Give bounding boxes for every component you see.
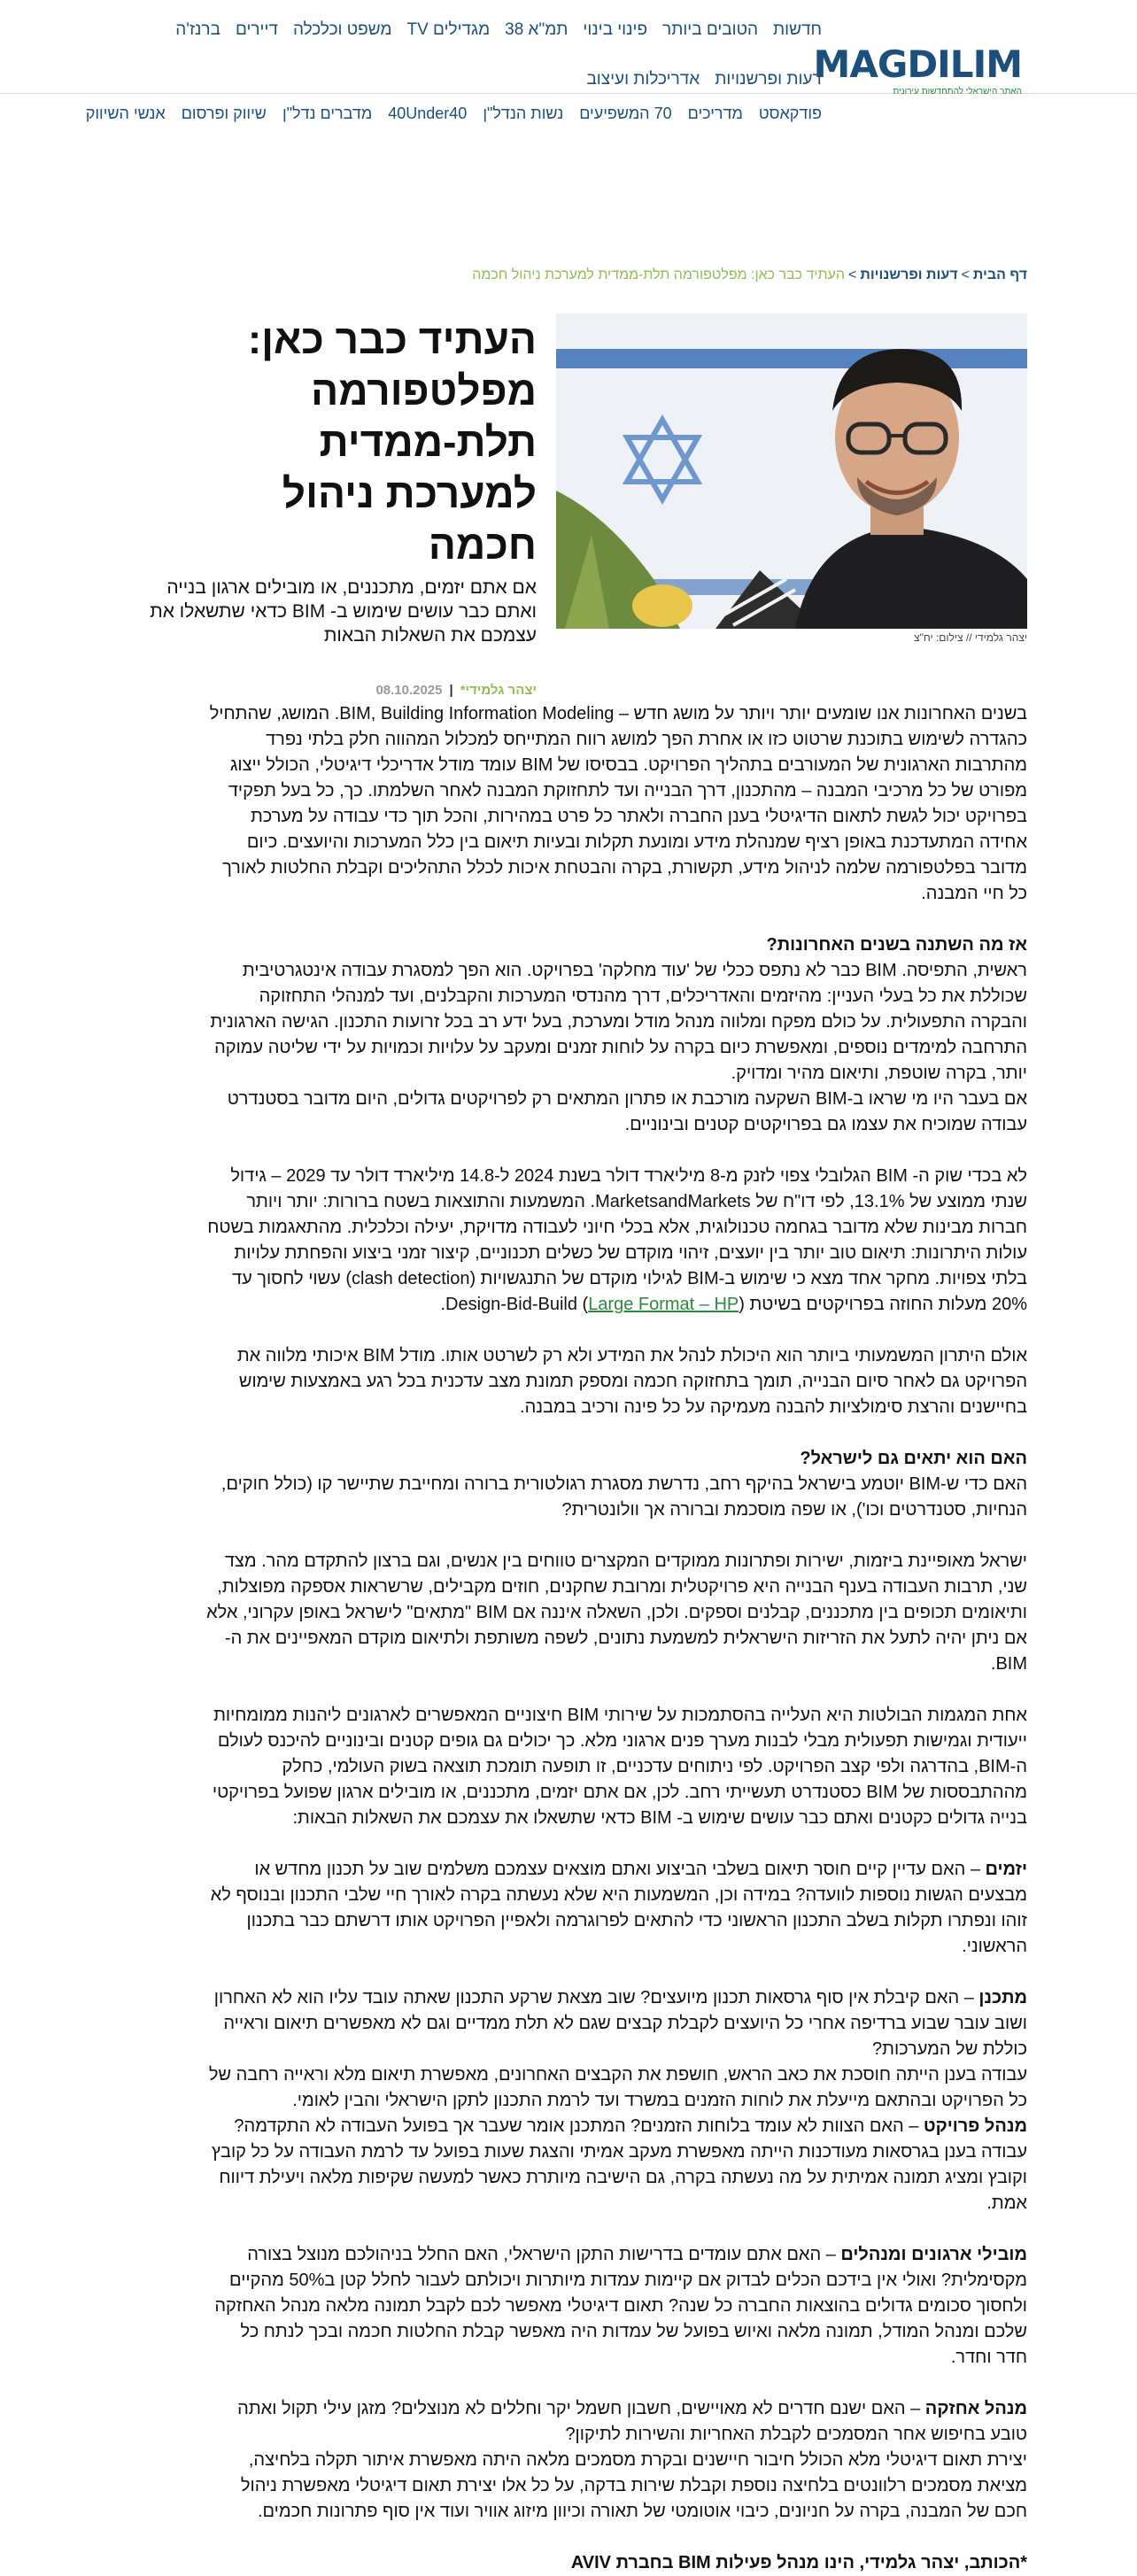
logo-tagline: האתר הישראלי להתחדשות עירונית bbox=[893, 87, 1022, 97]
question-text: – האם עדיין קיים חוסר תיאום בשלבי הביצוע ואתם מוצאים עצמכם משלמים שוב על תכנון מחדש או מבצעים הגשות נוספות לוועדה? במידה וכן, המשמעות היא שלא נעשתה בקרה לאורך חיי שלבי התכנון ובנוסף לא זוהו ונפתרו תקלות בשלב התכנון הראשוני כדי להתאים לפרוגרמה ולאפיין הפרויקט אותו דרשתם כבר בתכנון הראשוני. bbox=[210, 1860, 1027, 1956]
breadcrumb-separator: > bbox=[961, 267, 970, 282]
paragraph-text: לא בכדי שוק ה- BIM הגלובלי צפוי לזנק מ-8 מיליארד דולר בשנת 2024 ל-14.8 מיליארד דולר עד 2029 – גידול שנתי ממוצע של 13.1%, לפי דו"ח של MarketsandMarkets. המשמעות והתוצאות בשטח ברורות: יותר ויותר חברות מבינות שלא מדובר בגחמה טכנולוגית, אלא בכלי חיוני לעבודה מדויקת, יעילה וכלכלית. מהתאגמות בשטח עולות היתרונות: תיאום טוב יותר בין יועצים, זיהוי מוקדם של כשלים תכנוניים, קיצור זמני ביצוע והפחתת עלויות בלתי צפויות. מחקר אחד מצא כי שימוש ב-BIM לגילוי מוקדם של התנגשויות (clash detection) עשוי לחסוך עד 20% מעלות החוזה בפרויקטים בשיטת ( bbox=[207, 1166, 1027, 1314]
question-label: מתכנן bbox=[978, 1988, 1027, 2007]
paragraph: האם כדי ש-BIM יוטמע בישראל בהיקף רחב, נדרשת מסגרת רגולטורית ברורה ומחייבת שתיישר קו (כולל חוקים, הנחיות, סטנדרטים וכו'), או שפה מוסכמת וברורה אך וולונטרית? bbox=[220, 1474, 1027, 1520]
hero-image bbox=[556, 313, 1027, 629]
subnav-item-women-realestate[interactable]: נשות הנדל"ן bbox=[483, 104, 564, 122]
section-heading: אז מה השתנה בשנים האחרונות? bbox=[766, 935, 1027, 955]
nav-item-industry[interactable]: ברנז'ה bbox=[175, 20, 220, 39]
site-logo[interactable] bbox=[813, 43, 1022, 97]
main-nav bbox=[43, 18, 822, 92]
question-label: מנהל אחזקה bbox=[924, 2399, 1027, 2418]
breadcrumb-section[interactable]: דעות ופרשנויות bbox=[860, 267, 958, 282]
subnav-item-talking-realestate[interactable]: מדברים נדל"ן bbox=[282, 104, 373, 122]
paragraph: אולם היתרון המשמעותי ביותר הוא היכולת לנהל את המידע ולא רק לשרטט אותו. מודל BIM איכותי מלווה את הפרויקט גם לאחר סיום הבנייה, תומך בתחזוקה חכמה ומספק תמונת מצב עדכנית בכל רגע באמצעות שימוש בחיישנים והרצת סימולציות להבנה מעמיקה על כל פינה ורכיב במבנה. bbox=[236, 1346, 1027, 1417]
paragraph: עבודה בענן הייתה חוסכת את כאב הראש, חושפת את הקבצים האחרונים, מאפשרת תיאום מלא וראייה רחבה של כל הפרויקט ובהתאם מייעלת את לוחות הזמנים במשרד ועד לרמת התכנון לתקן הישראלי והבין לאומי. bbox=[208, 2065, 1027, 2110]
author-name[interactable]: יצהר גלמידי* bbox=[460, 683, 537, 698]
question-label: יזמים bbox=[985, 1860, 1027, 1879]
question-org-leaders bbox=[205, 2242, 1027, 2371]
nav-item-tama38[interactable]: תמ"א 38 bbox=[505, 20, 568, 39]
nav-item-pinui-binui[interactable]: פינוי בינוי bbox=[583, 20, 648, 39]
question-maintenance-manager bbox=[205, 2396, 1027, 2448]
breadcrumb bbox=[472, 267, 1027, 283]
paragraph: יצירת תאום דיגיטלי מלא הכולל חיבור חיישנים ובקרת מסמכים מלאה היתה מאפשרת איתור תקלה בלחיצה, מציאת מסמכים רלוונטים בלחיצה נוספת וקבלת שירות בדקה, על כל אלו יצירת תאום דיגיטלי מאפשרת ניהול חכם של המבנה, בקרה על חניונים, כיבוי אוטומטי של תאורה וכיוון מיזוג אוויר ועוד אין סוף פתרונות חכמים. bbox=[240, 2450, 1027, 2521]
sub-nav bbox=[86, 104, 822, 123]
logo-wordmark: MAGDILIM bbox=[813, 43, 1022, 86]
subnav-item-marketing[interactable]: שיווק ופרסום bbox=[181, 104, 267, 122]
article-meta bbox=[375, 683, 537, 698]
site-header bbox=[0, 0, 1137, 97]
question-text: – האם קיבלת אין סוף גרסאות תכנון מיועצים? שוב מצאת שרקע התכנון שאתה עובד עליו הוא לא האחרון ושוב עובר שבוע ברדיפה אחרי כל היועצים לקבלת קבצים שגם לא תלת ממדיים וגם לא מאפשרים תיאום וראייה כוללת של המערכות? bbox=[213, 1988, 1027, 2059]
nav-item-tenants[interactable]: דיירים bbox=[235, 20, 278, 39]
author-signoff: *הכותב, יצהר גלמידי, הינו מנהל פעילות BIM בחברת AVIV bbox=[570, 2553, 1027, 2572]
nav-item-opinions[interactable]: דעות ופרשנויות bbox=[715, 70, 822, 89]
nav-item-magdilim-tv[interactable]: מגדילים TV bbox=[406, 20, 491, 39]
paragraph: אחת המגמות הבולטות היא העלייה בהסתמכות על שירותי BIM חיצוניים המאפשרים לארגונים ליהנות ממומחיות ייעודית וגמישות תפעולית מבלי לבנות מערך פנים ארגוני מלא. כך יכולים גם גופים קטנים ובינוניים להיכנס לעולם ה-BIM, בהדרגה ולפי קצב הפרויקט. לפי ניתוחים עדכניים, זו תופעה תומכת תוצאה בשוק העולמי, כחלק מההתבססות של BIM כסטנדרט תעשייתי רחב. לכן, אם אתם יזמים, מתכננים, או מובילים ארגון שפועל בפרויקטי בנייה גדולים כקטנים ואתם כבר עושים שימוש ב- BIM כדאי שתשאלו את עצמכם את השאלות הבאות: bbox=[212, 1706, 1027, 1828]
paragraph: ראשית, התפיסה. BIM כבר לא נתפס ככלי של 'עוד מחלקה' בפרויקט. הוא הפך למסגרת עבודה אינטגרטיבית שכוללת את כל בעלי העניין: מהיזמים והאדריכלים, דרך מהנדסי המערכות והקבלנים, ועד למנהלי התחזוקה והבקרה התפעולית. על כולם מפקח ומלווה מנהל מודל ומערכת, בעל ידע רב בכל זרועות התכנון. הגישה הארגונית התרחבה למימדים נוספים, ומאפשרת כיום בקרה על לוחות זמנים ומעקב על עלויות וכמויות על ידי שליטה עמוקה יותר, בקרה שוטפת, ותיאום מהיר ומדויק. bbox=[210, 961, 1027, 1083]
paragraph: ישראל מאופיינת ביזמות, ישירות ופתרונות ממוקדים המקצרים טווחים בין אנשים, וגם ברצון להתקדם מהר. מצד שני, תרבות העבודה בענף הבנייה היא פרויקטלית ומרובת שחקנים, חוזים מקבילים, שרשראות אספקה מפוצלות, ותיאומים תכופים בין מתכננים, קבלנים וספקים. ולכן, השאלה איננה אם BIM "מתאים" לישראל באופן עקרוני, אלא אם ניתן יהיה לתעל את הזריזות הישראלית למשמעת נתונים, לשפה משותפת ולתיאום מוקדם המאפיינים את ה-BIM. bbox=[206, 1551, 1027, 1674]
article-body bbox=[205, 701, 1027, 2576]
breadcrumb-current: העתיד כבר כאן: מפלטפורמה תלת-ממדית למערכת ניהול חכמה bbox=[472, 267, 845, 282]
question-label: מנהל פרויקט bbox=[923, 2116, 1027, 2136]
subnav-item-marketing-people[interactable]: אנשי השיווק bbox=[85, 104, 166, 122]
nav-item-law-economy[interactable]: משפט וכלכלה bbox=[292, 20, 392, 39]
question-text: – האם ישנם חדרים לא מאויישים, חשבון חשמל יקר וחללים לא מנוצלים? מזגן עילי תקול ואתה טובע בחיפוש אחר המסמכים לקבלת האחריות והשירות לתיקון? bbox=[237, 2399, 1027, 2444]
breadcrumb-separator: > bbox=[848, 267, 857, 282]
subnav-item-40under40[interactable]: 40Under40 bbox=[388, 104, 468, 122]
paragraph bbox=[205, 1164, 1027, 1318]
nav-item-best[interactable]: הטובים ביותר bbox=[662, 20, 759, 39]
article-title: העתיד כבר כאן: מפלטפורמה תלת-ממדית למערכת ניהול חכמה bbox=[247, 316, 537, 568]
subnav-item-podcast[interactable]: פודקאסט bbox=[758, 104, 822, 122]
question-label: מובילי ארגונים ומנהלים bbox=[840, 2245, 1027, 2264]
question-text: – האם אתם עומדים בדרישות התקן הישראלי, האם החלל בניהולכם מנוצל בצורה מקסימלית? ואולי אין בידכם הכלים לבדוק אם קיימות עמדות מיותרות ויכולתם לעבור לחלל קטן ב50% מהקיים ולחסוך סכומים גדולים בהוצאות החברה כל שנה? תאום דיגיטלי מאפשר לכם לקבל תמונה מלאה מנהל האחזקה שלכם ומנהל המודל, תמונה מלאה ואיוש בפועל של עמדות היה מאפשר קבלת החלטות חכמה ובכך לנתח כל חדר וחדר. bbox=[214, 2245, 1027, 2367]
question-project-manager bbox=[205, 2114, 1027, 2216]
subnav-item-guides[interactable]: מדריכים bbox=[687, 104, 743, 122]
question-text: – האם הצוות לא עומד בלוחות הזמנים? המתכנן אומר שעבר אך בפועל העבודה לא התקדמה? עבודה בענן בגרסאות מעודכנות הייתה מאפשרת מעקב אמיתי והצגת שעות בפועל עד לרמת העבודה על כל קובץ וקובץ ומציג תמונה אמיתית על מה נעשתה בקרה, גם הישיבה מיותרת כאשר למעשה שקיפות מלאה ויעילת דיווח אמת. bbox=[211, 2116, 1027, 2213]
section-heading: האם הוא יתאים גם לישראל? bbox=[800, 1449, 1027, 1468]
paragraph: אם בעבר היו מי שראו ב-BIM השקעה מורכבת או פתרון המתאים רק לפרויקטים גדולים, היום מדובר בסטנדרט עבודה שמוכיח את עצמו גם בפרויקטים קטנים ובינוניים. bbox=[227, 1089, 1027, 1134]
question-entrepreneurs bbox=[205, 1857, 1027, 1960]
paragraph-text: ) Design-Bid-Build. bbox=[440, 1295, 589, 1314]
image-credit: יצהר גלמידי // צילום: יח"צ bbox=[914, 631, 1027, 644]
meta-separator: | bbox=[449, 683, 453, 698]
publish-date: 08.10.2025 bbox=[375, 683, 443, 698]
article-lead: אם אתם יזמים, מתכננים, או מובילים ארגון בנייה ואתם כבר עושים שימוש ב- BIM כדאי שתשאלו את עצמכם את השאלות הבאות bbox=[150, 577, 537, 646]
nav-item-architecture[interactable]: אדריכלות ועיצוב bbox=[586, 70, 700, 89]
paragraph: בשנים האחרונות אנו שומעים יותר ויותר על מושג חדש – BIM, Building Information Modeling. המושג, שהתחיל כהגדרה לשימוש בתוכנת שרטוט כזו או אחרת הפך למושג רווח המתייחס למכלול המהווה חלק בלתי נפרד מהתרבות הארגונית של המעורבים בתהליך הפרויקט. בבסיסו של BIM עומד מודל אדריכלי דיגיטלי, הכולל ייצוג מפורט של כל מרכיבי המבנה – מהתכנון, דרך הבנייה ועד לתחזוקת המבנה לאחר השלמתו. כך, כל בעל תפקיד בפרויקט יכול לגשת לתאום הדיגיטלי בענן החברה ולאתר כל פרט במהירות, והכל תוך כדי עבודה על מערכת אחידה המתעדכנת באופן רציף שמנהלת מידע ומונעת תקלות ובעיות תיאום בין כלל המערכות והיועצים. כיום מדובר בפלטפורמה שלמה לניהול מידע, תקשורת, בקרה והבטחת איכות לכלל התהליכים וקבלת החלטות לאורך כל חיי המבנה. bbox=[209, 704, 1027, 903]
inline-link-large-format[interactable]: Large Format – HP bbox=[588, 1295, 739, 1314]
breadcrumb-home[interactable]: דף הבית bbox=[972, 267, 1027, 282]
author-portrait-image bbox=[556, 313, 1027, 629]
question-planner bbox=[205, 1985, 1027, 2062]
nav-item-news[interactable]: חדשות bbox=[773, 20, 822, 39]
subnav-item-70-influencers[interactable]: 70 המשפיעים bbox=[579, 104, 672, 122]
